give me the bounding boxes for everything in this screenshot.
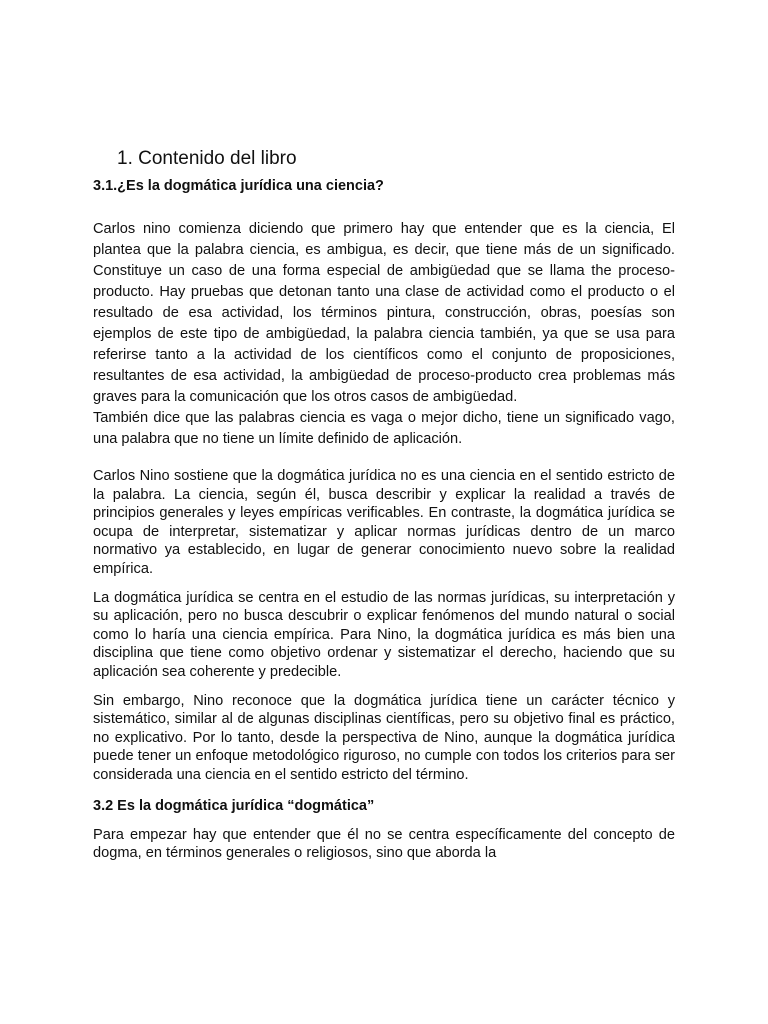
paragraph-sin-embargo: Sin embargo, Nino reconoce que la dogmática jurídica tiene un carácter técnico y sistemático, similar al de algunas disciplinas científicas, pero su objetivo final es práctico, no explicativo. Por lo tanto, desde la perspectiva de Nino, aunque la dogmática jurídica puede tener un enfoque metodológico riguroso, no cumple con todos los criterios para ser considerada una ciencia en el sentido estricto del término. (93, 692, 675, 783)
section-heading: 1. Contenido del libro (117, 148, 297, 169)
paragraph-dogmatica-normas: La dogmática jurídica se centra en el estudio de las normas jurídicas, su interpretación y su aplicación, pero no busca descubrir o explicar fenómenos del mundo natural o social como lo haría una ciencia empírica. Para Nino, la dogmática jurídica es más bien una disciplina que tiene como objetivo ordenar y sistematizar el derecho, haciendo que su aplicación sea coherente y predecible. (93, 589, 675, 680)
paragraph-para-empezar: Para empezar hay que entender que él no se centra específicamente del concepto de dogma, en términos generales o religiosos, sino que aborda la (93, 826, 675, 862)
paragraph-nino-sostiene: Carlos Nino sostiene que la dogmática jurídica no es una ciencia en el sentido estricto de la palabra. La ciencia, según él, busca describir y explicar la realidad a través de principios generales y leyes empíricas verificables. En contraste, la dogmática jurídica se ocupa de interpretar, sistematizar y aplicar normas jurídicas dentro de un marco normativo ya establecido, en lugar de generar conocimiento nuevo sobre la realidad empírica. (93, 468, 675, 577)
paragraph-ciencia-ambigua: Carlos nino comienza diciendo que primero hay que entender que es la ciencia, El plantea que la palabra ciencia, es ambigua, es decir, que tiene más de un significado. Constituye un caso de una forma especial de ambigüedad que se llama the proceso-producto. Hay pruebas que detonan tanto una clase de actividad como el producto o el resultado de esa actividad, los términos pintura, construcción, obras, poesías son ejemplos de este tipo de ambigüedad, la palabra ciencia también, ya que se usa para referirse tanto a la actividad de los científicos como el conjunto de proposiciones, resultantes de esa actividad, la ambigüedad de proceso-producto crea problemas más graves para la comunicación que los otros casos de ambigüedad. (93, 221, 675, 405)
document-content (93, 146, 675, 863)
subsection-heading-3-2: 3.2 Es la dogmática jurídica “dogmática” (93, 797, 375, 814)
paragraph-ciencia-vaga: También dice que las palabras ciencia es vaga o mejor dicho, tiene un significado vago, una palabra que no tiene un límite definido de aplicación. (93, 410, 675, 447)
subsection-heading-3-1: 3.1.¿Es la dogmática jurídica una ciencia? (93, 178, 384, 194)
